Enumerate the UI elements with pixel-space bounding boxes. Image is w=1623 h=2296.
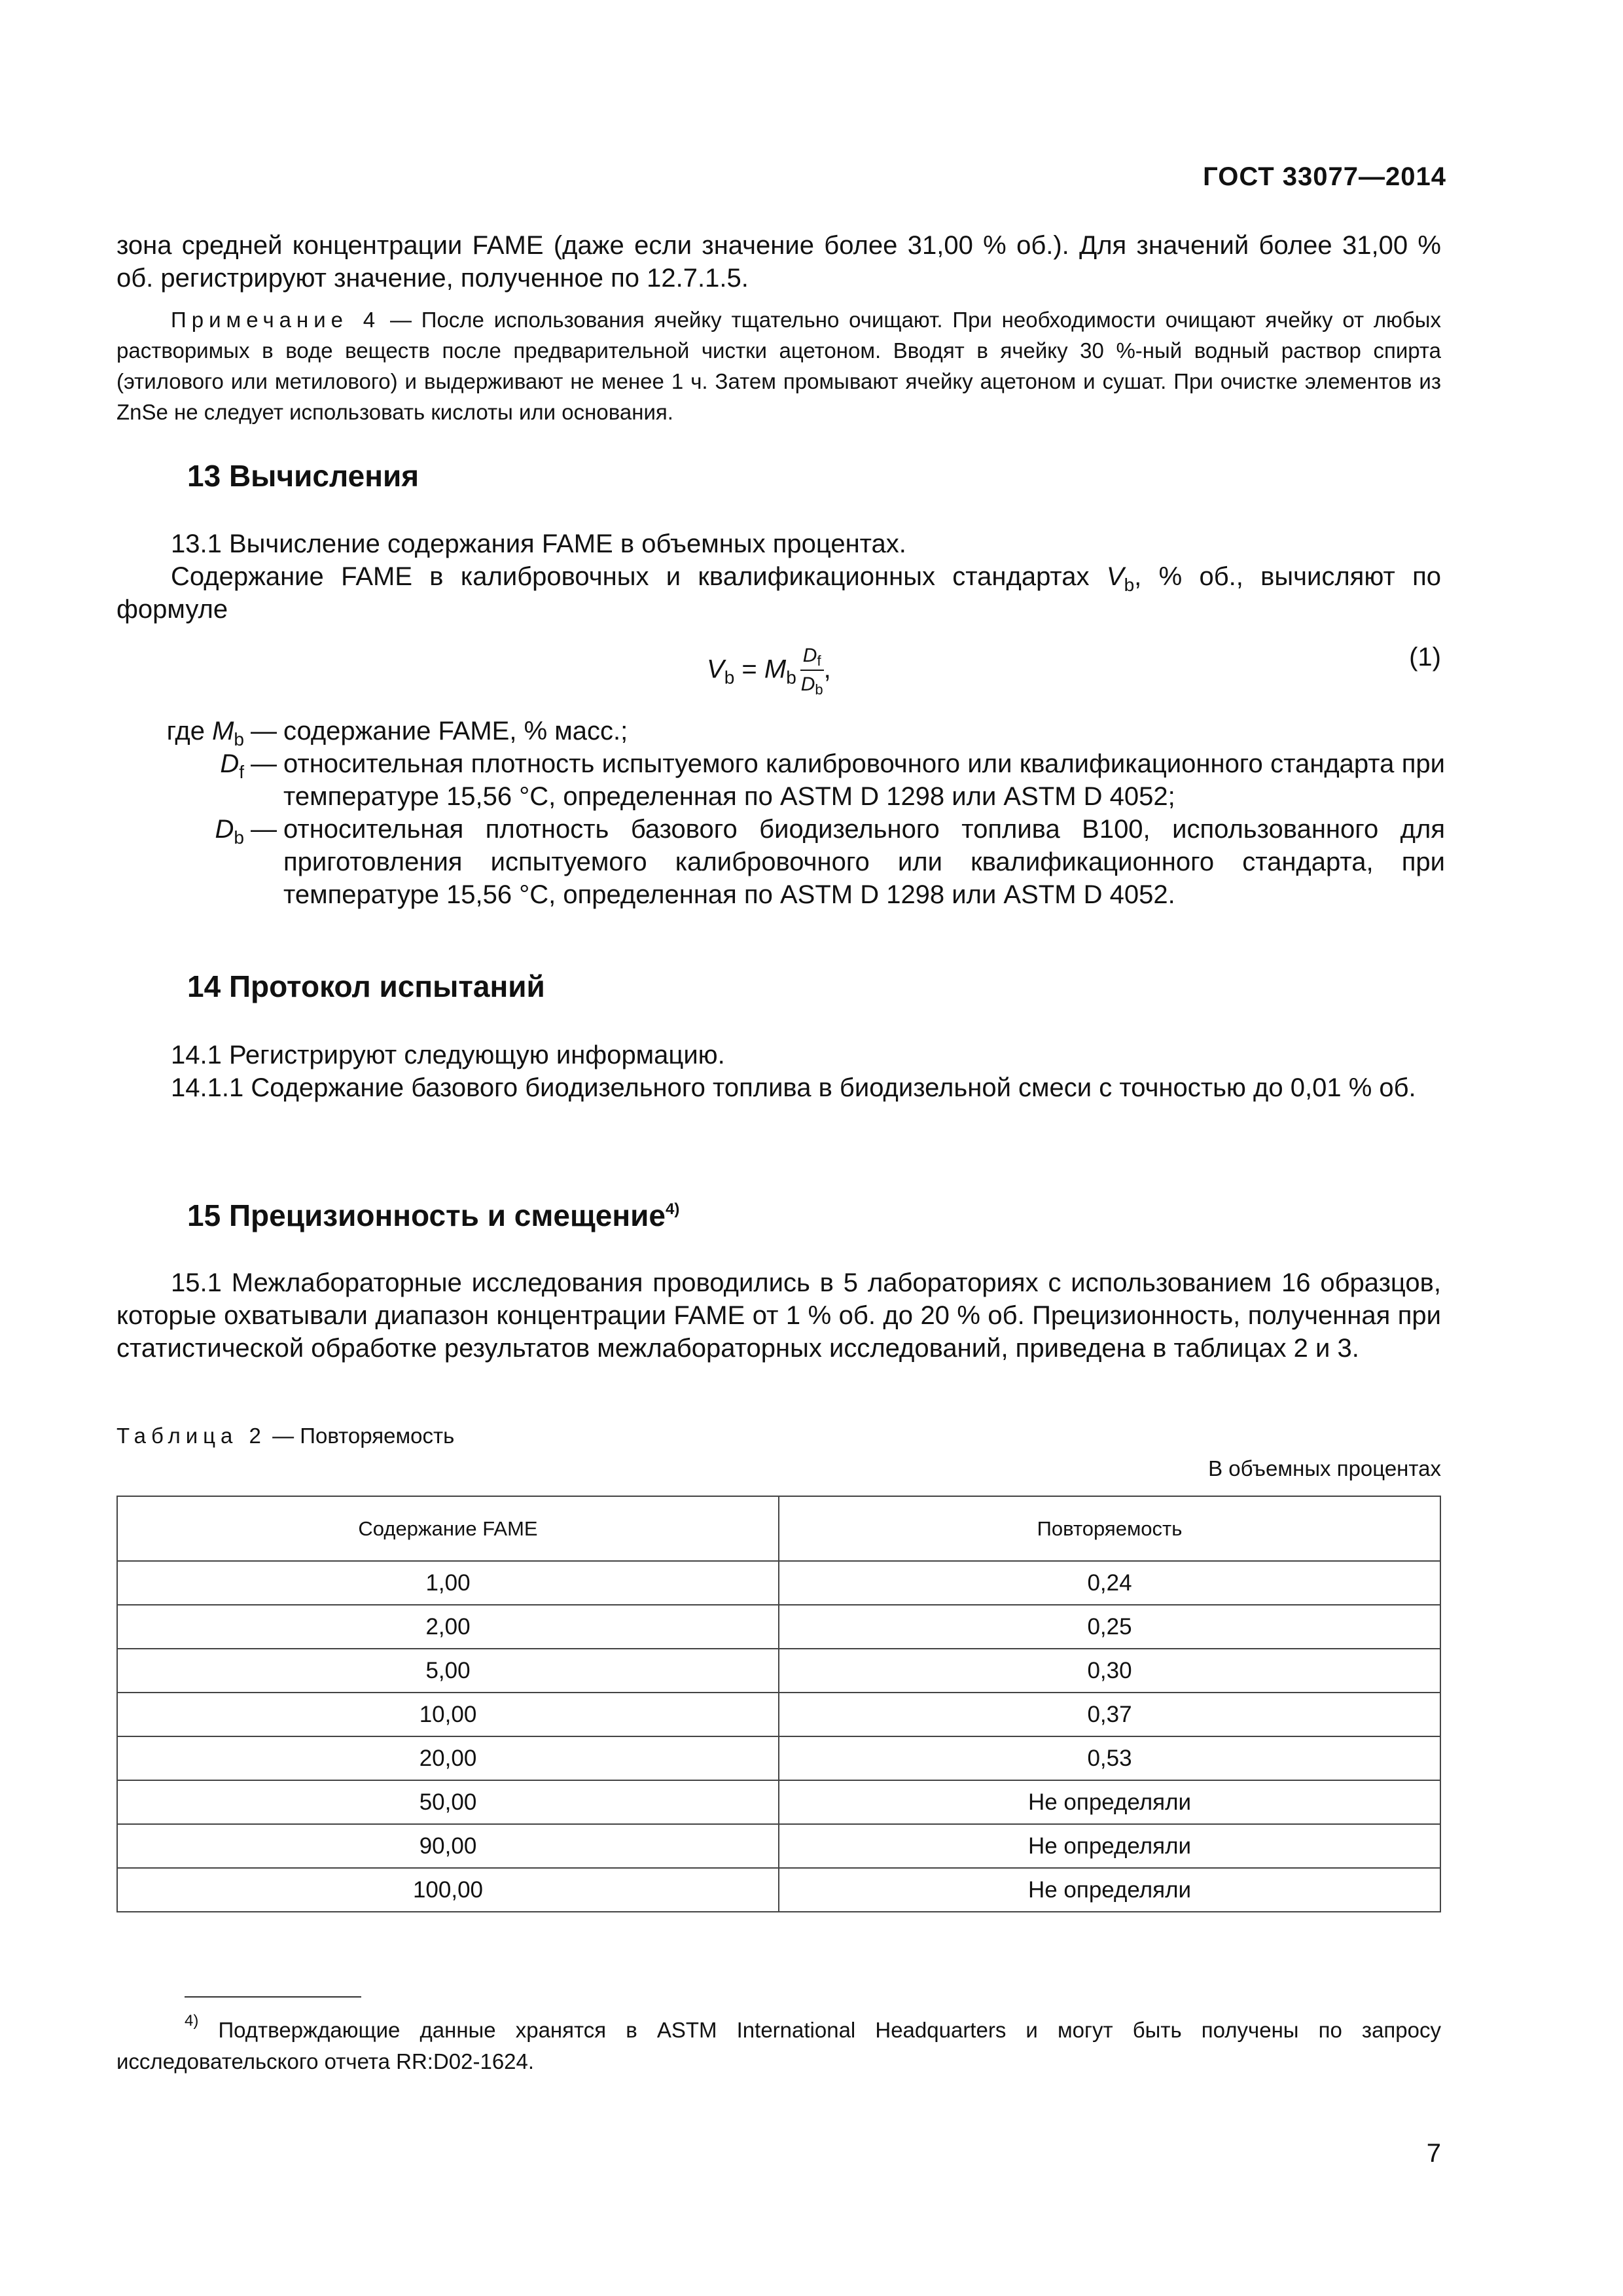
section-14-1: 14.1 Регистрируют следующую информацию.	[171, 1041, 725, 1069]
cell-repeatability: 0,24	[779, 1561, 1440, 1605]
table-row	[117, 1693, 1440, 1736]
cell-fame: 1,00	[117, 1561, 779, 1605]
cell-repeatability: 0,30	[779, 1649, 1440, 1693]
section-13-1: 13.1 Вычисление содержания FAME в объемных процентах.	[171, 529, 906, 558]
table-row	[117, 1780, 1440, 1824]
cell-repeatability: 0,37	[779, 1693, 1440, 1736]
cell-repeatability: Не определяли	[779, 1868, 1440, 1912]
table-2-repeatability	[116, 1496, 1441, 1912]
formula-number: (1)	[1409, 643, 1441, 672]
definition-db: $D_b$ — относительная плотность базового биодизельного топлива В100, использованного для приготовления испытуемого калибровочного или квалификационного стандарта, при температуре 15,56 °С, определенная по ASTM D 1298 или ASTM D 4052.	[215, 815, 1445, 909]
table-header-row	[117, 1496, 1440, 1561]
document-header: ГОСТ 33077—2014	[1203, 162, 1446, 191]
section-14-1-1: 14.1.1 Содержание базового биодизельного топлива в биодизельной смеси с точностью до 0,01 % об.	[171, 1073, 1416, 1102]
table-row	[117, 1736, 1440, 1780]
cell-repeatability: 0,25	[779, 1605, 1440, 1649]
section-15-title: 15 Прецизионность и смещение$^{4)}$	[187, 1198, 680, 1232]
cell-repeatability: Не определяли	[779, 1780, 1440, 1824]
table-row	[117, 1824, 1440, 1868]
definition-mb: где $M_b$ — содержание FAME, % масс.;	[166, 717, 628, 749]
note-4	[116, 304, 1441, 427]
column-header-repeatability: Повторяемость	[779, 1496, 1440, 1561]
section-15-1: 15.1 Межлабораторные исследования проводились в 5 лабораториях с использованием 16 образцов, которые охватывали диапазон концентрации FAME от 1 % об. до 20 % об. Прецизионность, полученная при статистической обработке результатов межлабораторных исследований, приведена в таблицах 2 и 3.	[116, 1268, 1441, 1363]
table-row	[117, 1868, 1440, 1912]
formula-fraction: $\frac{D_f}{D_b}$	[800, 645, 823, 698]
table-row	[117, 1561, 1440, 1605]
table-row	[117, 1649, 1440, 1693]
cell-repeatability: Не определяли	[779, 1824, 1440, 1868]
page-number: 7	[1426, 2139, 1441, 2168]
cell-repeatability: 0,53	[779, 1736, 1440, 1780]
note-dash: —	[380, 308, 421, 332]
cell-fame: 2,00	[117, 1605, 779, 1649]
formula-definitions	[116, 715, 1445, 911]
table-row	[117, 1605, 1440, 1649]
footnote-marker: 4)	[185, 2012, 199, 2030]
cell-fame: 50,00	[117, 1780, 779, 1824]
section-14-title: 14 Протокол испытаний	[187, 969, 545, 1003]
table-2-caption: Таблица 2 — Повторяемость	[116, 1424, 455, 1448]
footnote-4: $^{4)}$ Подтверждающие данные хранятся в ASTM International Headquarters и могут быть получены по запросу исследовательского отчета RR:D02-1624.	[116, 2012, 1441, 2073]
footnote-ref: 4)	[666, 1200, 680, 1218]
cell-fame: 20,00	[117, 1736, 779, 1780]
note-label: Примечание 4	[171, 308, 381, 332]
cell-fame: 10,00	[117, 1693, 779, 1736]
section-13-formula-intro: Содержание FAME в калибровочных и квалификационных стандартах $V_b$, % об., вычисляют по формуле	[116, 562, 1442, 624]
intro-paragraph: зона средней концентрации FAME (даже если значение более 31,00 % об.). Для значений более 31,00 % об. регистрируют значение, полученное по 12.7.1.5.	[116, 231, 1441, 293]
section-13-title: 13 Вычисления	[187, 459, 419, 493]
cell-fame: 100,00	[117, 1868, 779, 1912]
definition-df: $D_f$ — относительная плотность испытуемого калибровочного или квалификационного стандарта при температуре 15,56 °С, определенная по ASTM D 1298 или ASTM D 4052;	[220, 749, 1445, 811]
cell-fame: 5,00	[117, 1649, 779, 1693]
note-text: После использования ячейку тщательно очищают. При необходимости очищают ячейку от любых растворимых в воде веществ после предварительной чистки ацетоном. Вводят в ячейку 30 %-ный водный раствор спирта (этилового или метилового) и выдерживают не менее 1 ч. Затем промывают ячейку ацетоном и сушат. При очистке элементов из ZnSe не следует использовать кислоты или основания.	[116, 308, 1441, 424]
formula-1: $V_b = M_b$ $\frac{D_f}{D_b}$ ,	[707, 645, 831, 698]
table-2-units: В объемных процентах	[1208, 1456, 1441, 1480]
column-header-fame: Содержание FAME	[117, 1496, 779, 1561]
cell-fame: 90,00	[117, 1824, 779, 1868]
footnote-separator	[185, 1996, 361, 1998]
